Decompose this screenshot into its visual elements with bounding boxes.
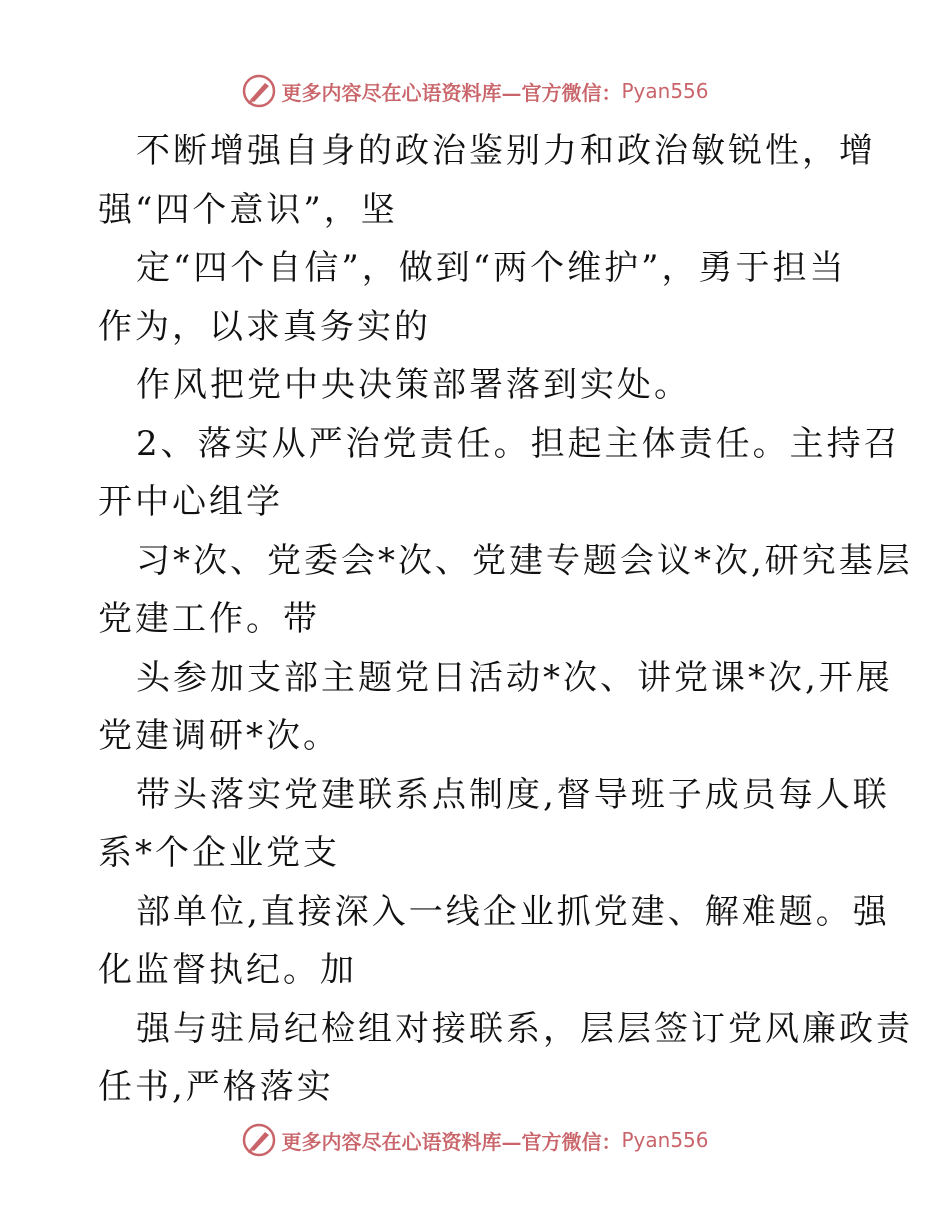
- text-line: 党建调研*次。: [98, 716, 340, 756]
- text-line: 强与驻局纪检组对接联系，层层签订党风廉政责: [136, 1008, 913, 1049]
- text-line: 习*次、党委会*次、党建专题会议*次,研究基层: [136, 540, 913, 581]
- watermark-text: 更多内容尽在心语资料库—官方微信：: [281, 80, 622, 105]
- watermark-header: [0, 71, 950, 111]
- text-line: 不断增强自身的政治鉴别力和政治敏锐性，增: [136, 131, 876, 171]
- quill-pen-seal-icon: [241, 1122, 277, 1158]
- text-line: 系*个企业党支: [98, 833, 340, 873]
- text-line: 作风把党中央决策部署落到实处。: [136, 365, 691, 405]
- text-line: 党建工作。带: [98, 599, 320, 639]
- watermark-contact: Pyan556: [621, 1128, 709, 1152]
- text-line: 部单位,直接深入一线企业抓党建、解难题。强: [136, 891, 890, 932]
- quill-pen-seal-icon: [241, 73, 277, 109]
- text-line: 带头落实党建联系点制度,督导班子成员每人联: [136, 774, 890, 815]
- watermark-contact: Pyan556: [621, 79, 709, 103]
- text-line: 开中心组学: [98, 482, 283, 522]
- text-line: 化监督执纪。加: [98, 950, 357, 990]
- watermark-text: 更多内容尽在心语资料库—官方微信：: [281, 1129, 622, 1154]
- text-line: 任书,严格落实: [98, 1067, 334, 1107]
- watermark-footer: [0, 1120, 950, 1160]
- text-line: 头参加支部主题党日活动*次、讲党课*次,开展: [136, 657, 893, 698]
- text-line: 定“四个自信”，做到“两个维护”，勇于担当: [136, 248, 847, 288]
- text-line: 作为，以求真务实的: [98, 306, 431, 347]
- text-line: 2、落实从严治党责任。担起主体责任。主持召: [136, 423, 901, 464]
- document-body: [98, 122, 913, 1117]
- text-line: 强“四个意识”，坚: [98, 189, 398, 230]
